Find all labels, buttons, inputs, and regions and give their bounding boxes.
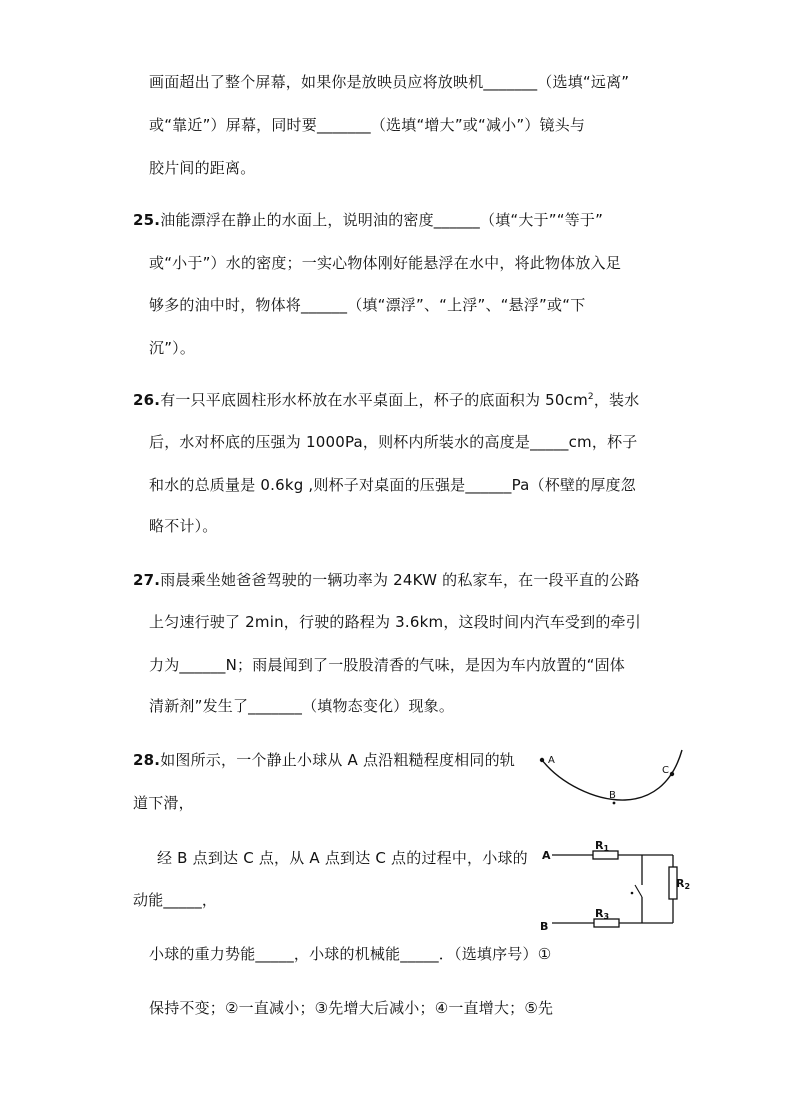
q27-line-1 bbox=[133, 570, 640, 590]
point-b-dot bbox=[613, 802, 616, 805]
q26-line-2: 后，水对杯底的压强为 1000Pa，则杯内所装水的高度是_____cm，杯子 bbox=[149, 433, 638, 451]
q26-line-4: 略不计）。 bbox=[149, 517, 218, 535]
q26-line-1 bbox=[133, 390, 639, 410]
point-b-label: B bbox=[609, 790, 616, 801]
q24-line-3: 胶片间的距离。 bbox=[149, 159, 256, 177]
q25-line-4: 沉”）。 bbox=[149, 339, 196, 357]
switch-contact bbox=[631, 892, 634, 895]
q28-line-4: 动能_____， bbox=[133, 891, 218, 909]
q28-text-1: 如图所示，一个静止小球从 A 点沿粗糙程度相同的轨 bbox=[160, 751, 515, 769]
track-figure bbox=[530, 745, 680, 815]
r3-label bbox=[595, 907, 609, 921]
r2-subscript: 2 bbox=[684, 882, 691, 891]
point-c-dot bbox=[670, 772, 674, 776]
q26-line-3: 和水的总质量是 0.6kg ,则杯子对桌面的压强是______Pa（杯壁的厚度忽 bbox=[149, 476, 636, 494]
point-a-dot bbox=[540, 758, 544, 762]
q24-line-1: 画面超出了整个屏幕，如果你是放映员应将放映机_______（选填“远离” bbox=[149, 73, 630, 91]
r1-label bbox=[595, 839, 609, 853]
point-c-label: C bbox=[662, 765, 669, 776]
question-number: 26. bbox=[133, 391, 161, 409]
terminal-a-label: A bbox=[542, 849, 551, 862]
q28-line-3: 经 B 点到达 C 点，从 A 点到达 C 点的过程中，小球的 bbox=[157, 849, 528, 867]
point-a-label: A bbox=[548, 755, 555, 766]
r3-subscript: 3 bbox=[603, 912, 610, 921]
q28-line-1 bbox=[133, 750, 515, 770]
question-number: 27. bbox=[133, 571, 161, 589]
q27-line-2: 上匀速行驶了 2min，行驶的路程为 3.6km，这段时间内汽车受到的牵引 bbox=[149, 613, 641, 631]
q28-line-6: 保持不变；②一直减小；③先增大后减小；④一直增大；⑤先 bbox=[149, 999, 554, 1017]
question-number: 25. bbox=[133, 211, 161, 229]
q27-text-1: 雨晨乘坐她爸爸驾驶的一辆功率为 24KW 的私家车，在一段平直的公路 bbox=[160, 571, 640, 589]
q28-line-5: 小球的重力势能_____，小球的机械能_____．（选填序号）① bbox=[149, 945, 552, 963]
q25-line-3: 够多的油中时，物体将______（填“漂浮”、“上浮”、“悬浮”或“下 bbox=[149, 296, 586, 314]
q26-text-1b: ，装水 bbox=[593, 391, 640, 409]
q25-line-1 bbox=[133, 210, 603, 230]
q25-line-2: 或“小于”）水的密度；一实心物体刚好能悬浮在水中，将此物体放入足 bbox=[149, 254, 621, 272]
switch-lever bbox=[635, 885, 642, 897]
question-number: 28. bbox=[133, 751, 161, 769]
q25-text-1: 油能漂浮在静止的水面上，说明油的密度______（填“大于”“等于” bbox=[160, 211, 604, 229]
q28-line-2: 道下滑， bbox=[133, 794, 194, 812]
q27-line-4: 清新剂”发生了_______（填物态变化）现象。 bbox=[149, 697, 455, 715]
superscript: 2 bbox=[587, 392, 594, 402]
r1-symbol: R bbox=[595, 839, 604, 852]
r2-label bbox=[676, 877, 690, 891]
q26-text-1a: 有一只平底圆柱形水杯放在水平桌面上，杯子的底面积为 50cm bbox=[160, 391, 588, 409]
circuit-figure bbox=[538, 835, 691, 933]
r2-symbol: R bbox=[676, 877, 685, 890]
r3-symbol: R bbox=[595, 907, 604, 920]
r1-subscript: 1 bbox=[603, 844, 610, 853]
terminal-b-label: B bbox=[540, 920, 549, 933]
q24-line-2: 或“靠近”）屏幕，同时要_______（选填“增大”或“减小”）镜头与 bbox=[149, 116, 586, 134]
q27-line-3: 力为______N；雨晨闻到了一股股清香的气味，是因为车内放置的“固体 bbox=[149, 656, 625, 674]
